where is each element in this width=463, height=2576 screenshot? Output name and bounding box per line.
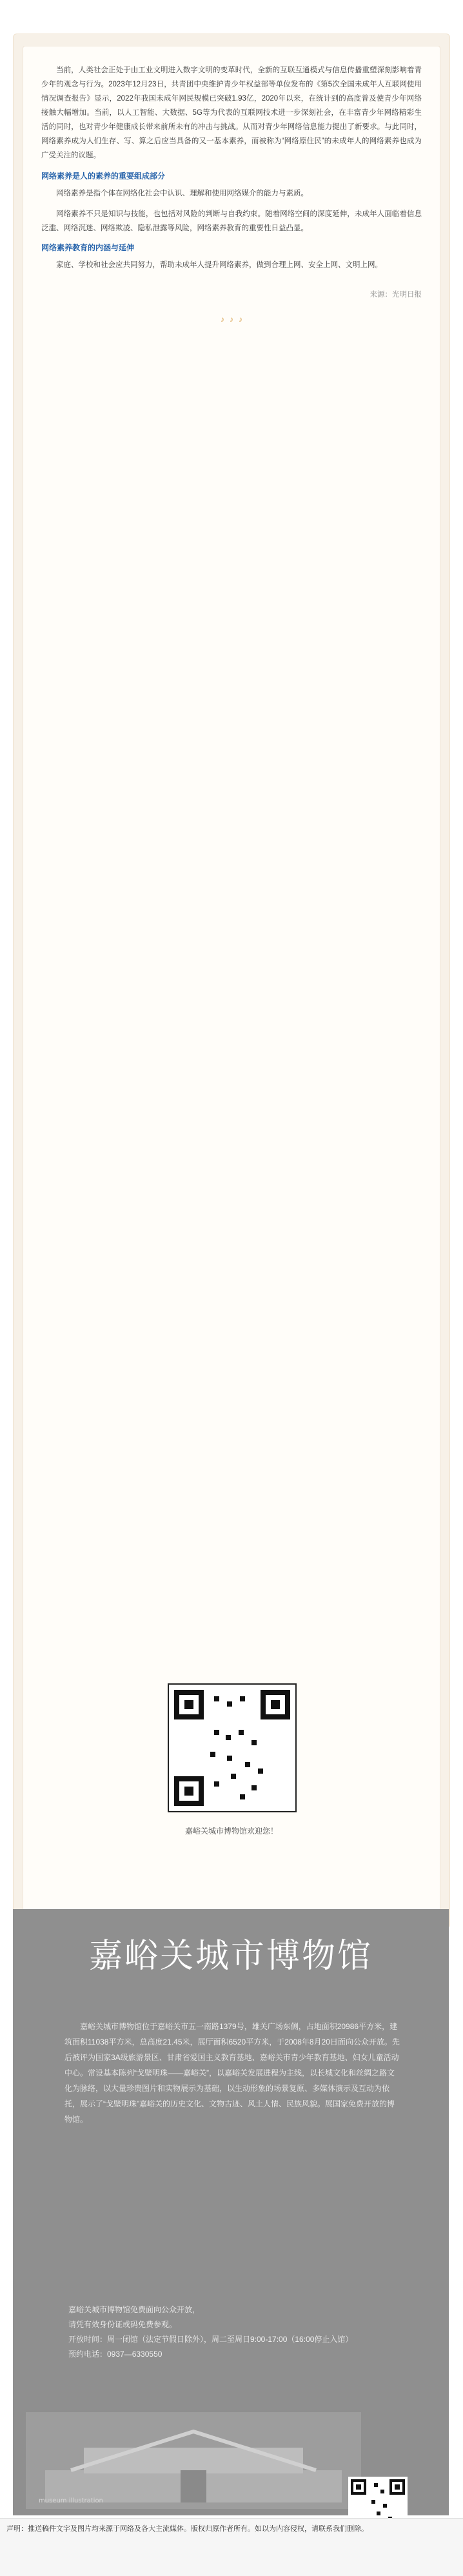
- qr-icon: [169, 1685, 295, 1811]
- paragraph-3: 网络素养不只是知识与技能，也包括对风险的判断与自我约束。随着网络空间的深度延伸，未成年人面临着信息泛滥、网络沉迷、网络欺凌、隐私泄露等风险，网络素养教育的重要性日益凸显。: [41, 210, 422, 232]
- qr-caption: 嘉峪关城市博物馆欢迎您！: [184, 1827, 278, 1836]
- museum-intro-text: 嘉峪关城市博物馆位于嘉峪关市五一南路1379号，雄关广场东侧，占地面积20986平方米，建筑面积11038平方米，总高度21.45米，展厅面积6520平方米，于2008年8月20日面向公众开放。先后被评为国家3A级旅游景区、甘肃省爱国主义教育基地、嘉峪关市青少年教育基地、妇女儿童活动中心。常设基本陈列“戈壁明珠——嘉峪关”，以嘉峪关发展进程为主线，以长城文化和丝绸之路文化为脉络，以大量珍贵图片和实物展示为基础，以生动形象的场景复原、多媒体演示及互动为依托，展示了“戈壁明珠”嘉峪关的历史文化、文物古迹、风土人情、民族风貌。展国家免费开放的博物馆。: [64, 2022, 400, 2124]
- footer-text: 声明：推送稿件文字及图片均来源于网络及各大主流媒体。版权归原作者所有。如以为内容侵权，请联系我们删除。: [6, 2525, 368, 2533]
- museum-title: 嘉峪关城市博物馆: [88, 1938, 373, 1975]
- contact-line-1: 嘉峪关城市博物馆免费面向公众开放，: [68, 2305, 201, 2314]
- music-note-icon: ♪: [230, 315, 233, 324]
- museum-building-illustration: [26, 2412, 361, 2509]
- section-title-2: 网络素养教育的内涵与延伸: [41, 243, 135, 252]
- section-title-1: 网络素养是人的素养的重要组成部分: [41, 172, 166, 181]
- footer-bar: [0, 2518, 463, 2576]
- museum-introduction: [64, 2019, 400, 2135]
- contact-line-3: 开放时间：周一闭馆（法定节假日除外），周二至周日9:00-17:00（16:00停止入馆）: [68, 2335, 353, 2344]
- paragraph-1: 当前，人类社会正处于由工业文明进入数字文明的变革时代，全新的互联互通模式与信息传播重塑深刻影响着青少年的观念与行为。2023年12月23日，共青团中央维护青少年权益部等单位发布的《第5次全国未成年人互联网使用情况调查报告》显示，2022年我国未成年网民规模已突破1.93亿，2020年以来，在统计到的高度普及使青少年网络接触大幅增加。当前，以人工智能、大数据、5G等为代表的互联网技术进一步深刻社会，在丰富青少年网络精彩生活的同时，也对青少年健康成长带来前所未有的冲击与挑战。从而对青少年网络信息能力提出了新要求。与此同时，网络素养成为人们生存、写、算之后应当具备的又一基本素养，而被称为“网络原住民”的未成年人的网络素养也成为广受关注的议题。: [41, 66, 422, 159]
- music-note-icon: ♪: [239, 315, 242, 324]
- museum-contact: [68, 2303, 404, 2362]
- museum-panel: [13, 1909, 449, 2515]
- decoration-divider: [41, 315, 422, 324]
- article-content: [23, 46, 440, 1916]
- article-card: [13, 34, 450, 1928]
- source-label: 来源：光明日报: [369, 291, 422, 299]
- svg-text:museum illustration: museum illustration: [39, 2497, 103, 2504]
- article-qr-code: [168, 1683, 297, 1812]
- contact-line-4: 预约电话：0937—6330550: [68, 2350, 163, 2359]
- music-note-icon: ♪: [221, 315, 224, 324]
- paragraph-2: 网络素养是指个体在网络化社会中认识、理解和使用网络媒介的能力与素质。: [56, 190, 308, 197]
- paragraph-4: 家庭、学校和社会应共同努力，帮助未成年人提升网络素养，做到合理上网、安全上网、文明上网。: [56, 261, 382, 269]
- contact-line-2: 请凭有效身份证或码免费参观。: [68, 2320, 177, 2329]
